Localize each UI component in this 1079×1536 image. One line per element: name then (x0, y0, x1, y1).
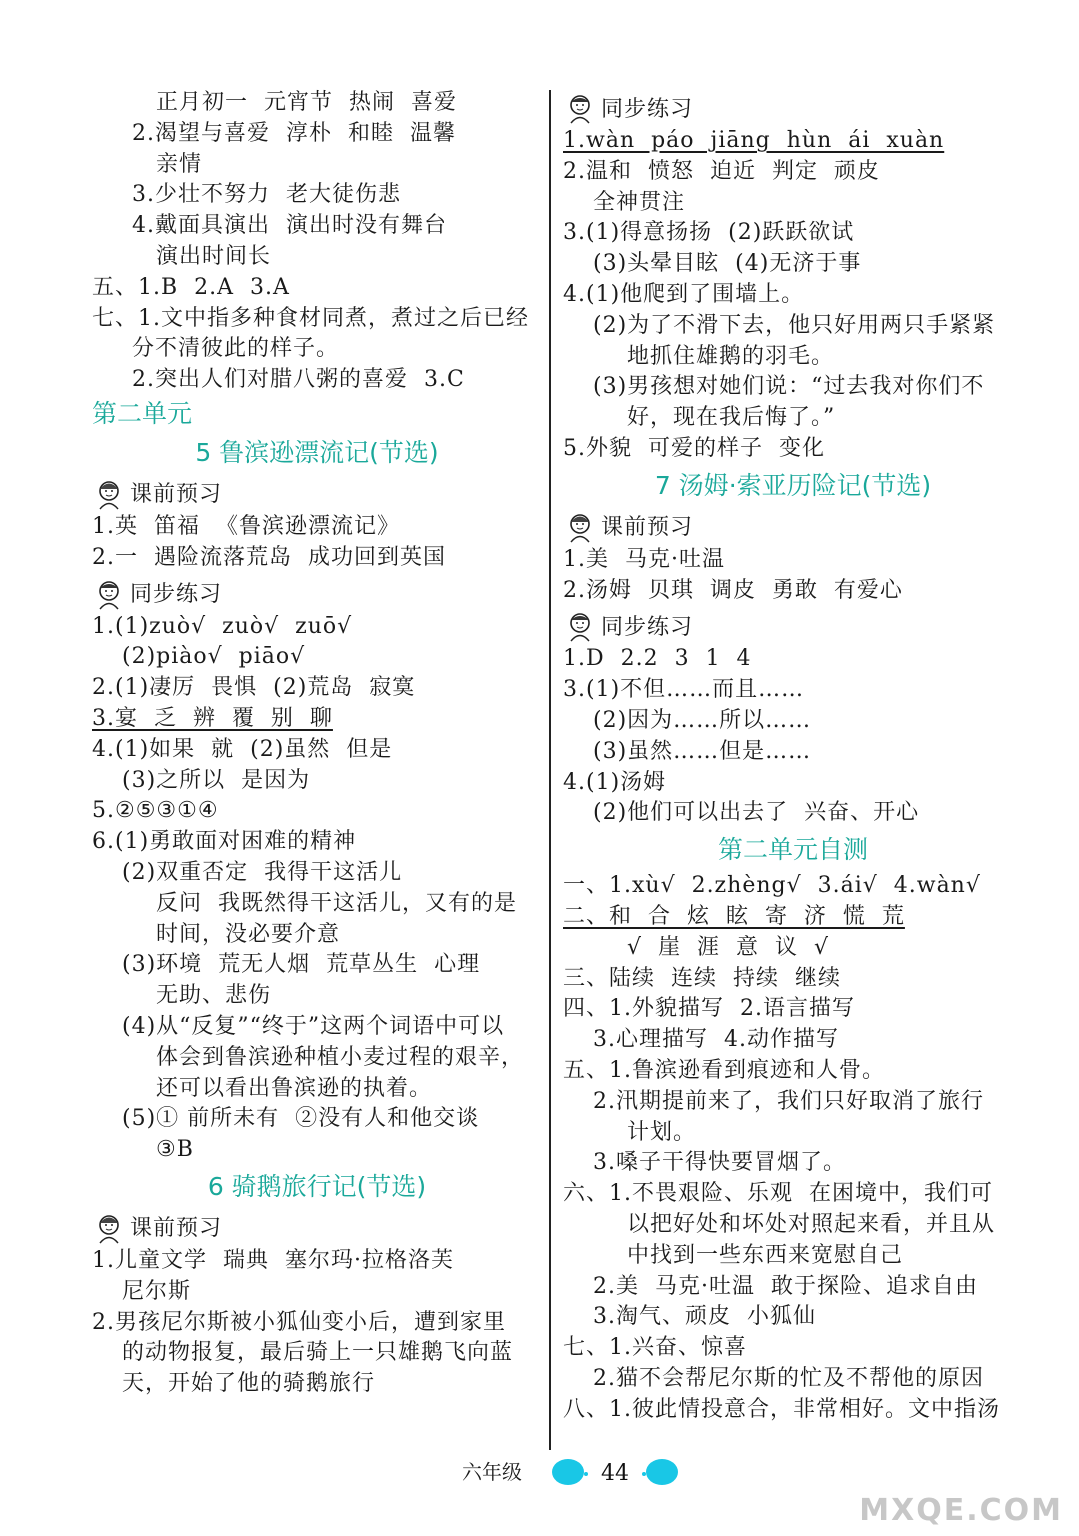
student-boy-icon (563, 608, 597, 642)
answer-line: 五、1.B 2.A 3.A (92, 274, 290, 300)
answer-line: (3)头晕目眩 (4)无济于事 (593, 251, 862, 277)
answer-line: 2.猫不会帮尼尔斯的忙及不帮他的原因 (593, 1365, 984, 1391)
answer-line: 八、1.彼此情投意合，非常相好。文中指汤 (563, 1396, 1000, 1422)
section-label: 同步练习 (601, 614, 694, 640)
answer-line: 3.(1)得意扬扬 (2)跃跃欲试 (563, 220, 855, 246)
answer-line: 2.温和 愤怒 迫近 判定 顽皮 (563, 158, 880, 184)
answer-line: 四、1.外貌描写 2.语言描写 (563, 996, 855, 1022)
grade-label: 六年级 (462, 1460, 522, 1484)
lesson-title: 5 鲁滨逊漂流记(节选) (195, 437, 439, 467)
answer-line: 反问 我既然得干这活儿，又有的是 (156, 890, 517, 916)
student-girl-icon (92, 1210, 126, 1244)
answer-line: 3.心理描写 4.动作描写 (593, 1027, 839, 1053)
answer-line: 二、和 合 炫 眩 寄 济 慌 荒 (563, 903, 905, 929)
answer-line: 2.(1)凄厉 畏惧 (2)荒岛 寂寞 (92, 675, 416, 701)
answer-line: (3)男孩想对她们说：“过去我对你们不 (593, 374, 985, 400)
answer-line: √ 崖 涯 意 议 √ (627, 934, 829, 960)
answer-line: 演出时间长 (156, 243, 272, 269)
answer-line: 1.英 笛福 《鲁滨逊漂流记》 (92, 513, 400, 539)
answer-line: 2.一 遇险流落荒岛 成功回到英国 (92, 544, 446, 570)
answer-line: 的动物报复，最后骑上一只雄鹅飞向蓝 (122, 1340, 514, 1366)
answer-line: 一、1.xù√ 2.zhèng√ 3.ái√ 4.wàn√ (563, 873, 981, 899)
answer-line: 好，现在我后悔了。” (627, 405, 836, 431)
right-column (563, 88, 1023, 1425)
left-column (92, 88, 542, 1400)
answer-line: 3.(1)不但……而且…… (563, 677, 805, 703)
watermark (859, 1493, 1063, 1528)
answer-line: 时间，没必要介意 (156, 921, 341, 947)
answer-line: (4)从“反复”“终于”这两个词语中可以 (122, 1013, 505, 1039)
answer-line: 2.汛期提前来了，我们只好取消了旅行 (593, 1088, 984, 1114)
answer-line: 4.(1)汤姆 (563, 769, 667, 795)
answer-line: 分不清彼此的样子。 (132, 336, 340, 362)
answer-line: 2.男孩尼尔斯被小狐仙变小后，遭到家里 (92, 1309, 506, 1335)
answer-line: 2.美 马克·吐温 敢于探险、追求自由 (593, 1273, 978, 1299)
answer-line: 全神贯注 (593, 189, 686, 215)
section-label: 课前预习 (130, 482, 223, 508)
answer-line: 无助、悲伤 (156, 983, 272, 1009)
answer-line: 3.少壮不努力 老大徒伤悲 (132, 182, 401, 208)
answer-line: (3)之所以 是因为 (122, 767, 311, 793)
page-number-badge (550, 1454, 680, 1490)
answer-line: 3.淘气、顽皮 小狐仙 (593, 1304, 816, 1330)
unit-test-title: 第二单元自测 (717, 835, 868, 865)
answer-line: 计划。 (627, 1119, 697, 1145)
answer-line: 地抓住雄鹅的羽毛。 (627, 343, 835, 369)
watermark-text: MXQE.COM (859, 1493, 1063, 1528)
answer-line: (2)因为……所以…… (593, 707, 812, 733)
page-number: 44 (601, 1461, 629, 1486)
answer-line: 2.渴望与喜爱 淳朴 和睦 温馨 (132, 120, 456, 146)
section-heading (92, 574, 542, 612)
section-heading (92, 474, 542, 512)
answer-line: 还可以看出鲁滨逊的执着。 (156, 1075, 433, 1101)
answer-line: 4.(1)他爬到了围墙上。 (563, 281, 805, 307)
unit-title: 第二单元 (92, 398, 193, 428)
answer-line: 尼尔斯 (122, 1278, 192, 1304)
answer-line: 1.(1)zuò√ zuò√ zuō√ (92, 613, 353, 639)
answer-line: 体会到鲁滨逊种植小麦过程的艰辛， (156, 1044, 525, 1070)
answer-line: 七、1.兴奋、惊喜 (563, 1335, 747, 1361)
student-boy-icon (92, 576, 126, 610)
answer-line: 5.外貌 可爱的样子 变化 (563, 435, 825, 461)
answer-line: 五、1.鲁滨逊看到痕迹和人骨。 (563, 1057, 885, 1083)
section-heading (92, 1208, 542, 1246)
column-divider (549, 90, 551, 1450)
answer-line: 1.儿童文学 瑞典 塞尔玛·拉格洛芙 (92, 1247, 454, 1273)
answer-line: 1.wàn páo jiāng hùn ái xuàn (563, 128, 945, 153)
answer-line: 2.汤姆 贝琪 调皮 勇敢 有爱心 (563, 577, 903, 603)
answer-line: (5)① 前所未有 ②没有人和他交谈 (122, 1106, 480, 1132)
lesson-title: 7 汤姆·索亚历险记(节选) (654, 470, 932, 500)
answer-line: 2.突出人们对腊八粥的喜爱 3.C (132, 367, 465, 393)
answer-line: 七、1.文中指多种食材同煮，煮过之后已经 (92, 305, 529, 331)
answer-line: 正月初一 元宵节 热闹 喜爱 (156, 90, 457, 115)
section-heading (563, 88, 1023, 126)
section-label: 课前预习 (601, 515, 694, 541)
answer-line: (2)他们可以出去了 兴奋、开心 (593, 800, 920, 826)
answer-line: 1.美 马克·吐温 (563, 546, 725, 572)
section-heading (563, 606, 1023, 644)
answer-line: (2)为了不滑下去，他只好用两只手紧紧 (593, 312, 996, 338)
lesson-title: 6 骑鹅旅行记(节选) (207, 1171, 427, 1201)
answer-line: 4.(1)如果 就 (2)虽然 但是 (92, 736, 393, 762)
answer-line: 1.D 2.2 3 1 4 (563, 646, 752, 672)
student-girl-icon (563, 509, 597, 543)
answer-line: 3.宴 乏 辨 覆 别 聊 (92, 705, 333, 731)
answer-line: 天，开始了他的骑鹅旅行 (122, 1371, 376, 1397)
answer-line: 六、1.不畏艰险、乐观 在困境中，我们可 (563, 1181, 993, 1207)
answer-line: 亲情 (156, 151, 203, 177)
section-label: 课前预习 (130, 1216, 223, 1242)
answer-line: (3)虽然……但是…… (593, 738, 812, 764)
student-boy-icon (563, 90, 597, 124)
answer-line: (3)环境 荒无人烟 荒草丛生 心理 (122, 952, 481, 978)
section-heading (563, 507, 1023, 545)
answer-line: 3.嗓子干得快要冒烟了。 (593, 1150, 846, 1176)
answer-line: (2)双重否定 我得干这活儿 (122, 859, 403, 885)
answer-line: 4.戴面具演出 演出时没有舞台 (132, 213, 447, 239)
student-girl-icon (92, 476, 126, 510)
answer-line: 中找到一些东西来宽慰自己 (627, 1242, 904, 1268)
answer-line: 6.(1)勇敢面对困难的精神 (92, 829, 357, 855)
answer-line: 5.②⑤③①④ (92, 798, 219, 824)
answer-line: ③B (156, 1137, 194, 1163)
answer-line: 三、陆续 连续 持续 继续 (563, 965, 841, 991)
answer-line: (2)piào√ piāo√ (122, 644, 306, 670)
section-label: 同步练习 (130, 582, 223, 608)
answer-line: 以把好处和坏处对照起来看，并且从 (627, 1211, 996, 1237)
section-label: 同步练习 (601, 96, 694, 122)
